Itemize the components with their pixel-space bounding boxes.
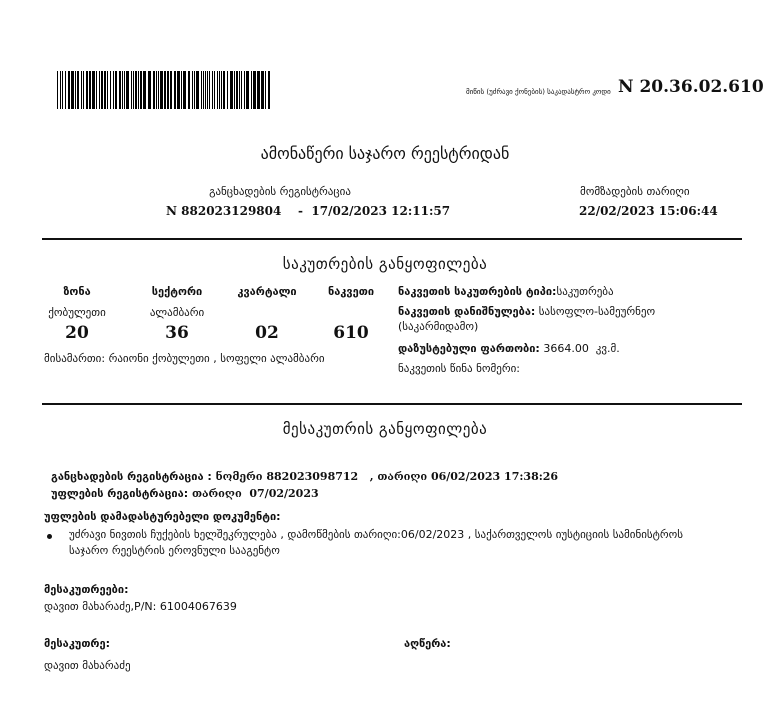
preparation-date-value: 22/02/2023 15:06:44: [579, 204, 718, 218]
owner-section-title: მესაკუთრის განყოფილება: [282, 420, 488, 438]
sector-number: 36: [165, 323, 189, 343]
area: [398, 342, 620, 355]
purpose-value-line2: (საკარმიდამო): [398, 320, 479, 333]
purpose-value: სასოფლო-სამეურნეო: [535, 305, 656, 318]
quarter-header: კვარტალი: [237, 285, 297, 298]
application-registration-label: განცხადების რეგისტრაცია: [209, 185, 351, 198]
zone-header: ზონა: [63, 285, 91, 298]
ownership-type-value: საკუთრება: [556, 285, 614, 298]
application-registration-value: N 882023129804 - 17/02/2023 12:11:57: [166, 204, 451, 218]
right-registration-label: უფლების რეგისტრაცია:: [51, 487, 192, 500]
previous-parcel-number: ნაკვეთის წინა ნომერი:: [398, 362, 521, 375]
sector-header: სექტორი: [151, 285, 203, 298]
sector-name: ალამბარი: [149, 306, 205, 319]
property-section-title: საკუთრების განყოფილება: [282, 255, 488, 273]
area-label: დაზუსტებული ფართობი:: [398, 342, 540, 355]
page-title: ამონაწერი საჯარო რეესტრიდან: [260, 144, 510, 163]
right-registration-line: [44, 474, 319, 500]
cadastral-code-caption: მიწის (უძრავი ქონების) საკადასტრო კოდი: [466, 88, 611, 96]
purpose: [398, 305, 655, 318]
address: მისამართი: რაიონი ქობულეთი , სოფელი ალამბარი: [44, 352, 325, 365]
bullet-icon: [47, 534, 52, 539]
ownership-type-label: ნაკვეთის საკუთრების ტიპი:: [398, 285, 557, 298]
parcel-number: 610: [333, 323, 369, 343]
document-item-line1: უძრავი ნივთის ჩუქების ხელშეკრულება , დამოწმების თარიღი:06/02/2023 , საქართველოს იუსტიციის სამინისტროს: [69, 528, 684, 541]
owner-label: მესაკუთრე:: [44, 637, 110, 650]
divider: [42, 238, 742, 240]
quarter-number: 02: [255, 323, 279, 343]
document-item-line2: საჯარო რეესტრის ეროვნული სააგენტო: [69, 544, 280, 557]
barcode: [57, 71, 270, 109]
owner-application-value: ნომერი 882023098712 , თარიღი 06/02/2023 17:38:26: [215, 470, 559, 483]
purpose-label: ნაკვეთის დანიშნულება:: [398, 305, 536, 318]
parcel-header: ნაკვეთი: [327, 285, 375, 298]
owner-application-label: განცხადების რეგისტრაცია :: [51, 470, 216, 483]
documents-label: უფლების დამადასტურებელი დოკუმენტი:: [44, 510, 281, 523]
owners-label: მესაკუთრეები:: [44, 583, 129, 596]
divider: [42, 403, 742, 405]
area-value: 3664.00 კვ.მ.: [539, 342, 620, 355]
zone-name: ქობულეთი: [48, 306, 106, 319]
zone-number: 20: [65, 323, 89, 343]
ownership-type: [398, 285, 614, 298]
preparation-date-label: მომზადების თარიღი: [580, 185, 690, 198]
description-label: აღწერა:: [404, 637, 451, 650]
cadastral-code: N 20.36.02.610: [618, 77, 764, 97]
owners-value: დავით მახარაძე,P/N: 61004067639: [44, 600, 237, 613]
owner-value: დავით მახარაძე: [44, 659, 131, 672]
right-registration-value: თარიღი 07/02/2023: [191, 487, 319, 500]
